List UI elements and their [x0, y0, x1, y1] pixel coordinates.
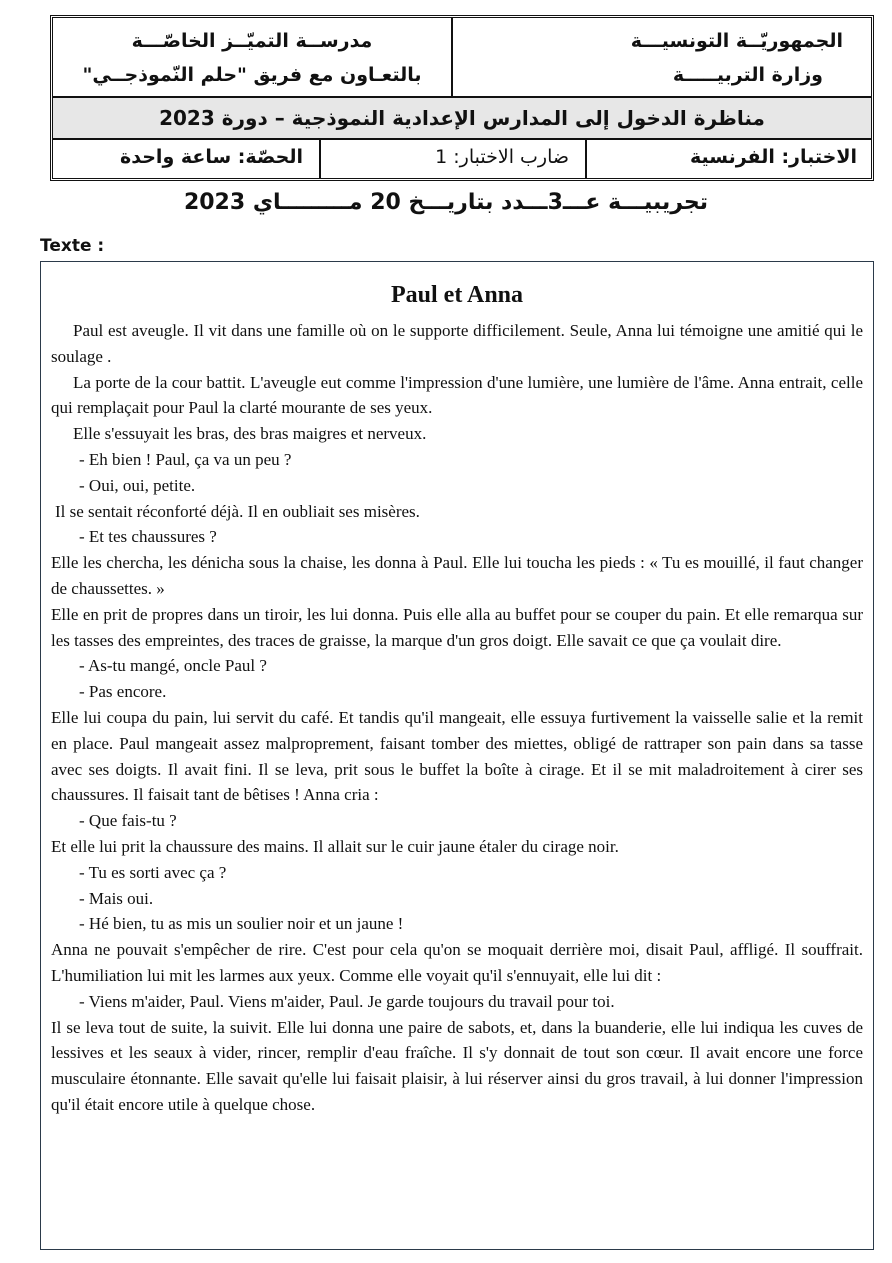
story-body: [51, 318, 863, 1118]
duration-cell: [53, 140, 319, 178]
exam-date: تجريبيـــة عـــ3ـــدد بتاريـــخ 20 مـــــــــاي 2023: [183, 190, 709, 215]
collaboration-note: بالتعـاون مع فريق "حلم النّموذجــي": [82, 64, 422, 86]
story-paragraph: Paul est aveugle. Il vit dans une famille où on le supporte difficilement. Seule, Anna lui témoigne une amitié qui le soulage .: [51, 321, 863, 366]
dialogue-line: - Et tes chaussures ?: [79, 527, 217, 547]
republic-name: الجمهوريّــة التونسيـــة: [630, 30, 843, 52]
coefficient-cell: [319, 140, 585, 178]
dialogue-line: - Mais oui.: [79, 888, 154, 908]
story-paragraph: Elle en prit de propres dans un tiroir, les lui donna. Puis elle alla au buffet pour se couper du pain. Et elle remarqua sur les tasses des empreintes, des traces de graisse, la marque d'un gros doigt. Elle savait ce que ça voulait dire.: [51, 604, 863, 650]
story-text-box: [40, 261, 874, 1250]
exam-duration: الحصّة: ساعة واحدة: [120, 146, 303, 168]
header-row-institutions: [53, 18, 871, 98]
header-row-exam-info: [53, 140, 871, 178]
story-paragraph: Elle s'essuyait les bras, des bras maigres et nerveux.: [73, 424, 427, 444]
dialogue-line: - Que fais-tu ?: [79, 811, 177, 831]
dialogue-line: - Pas encore.: [79, 682, 167, 702]
story-paragraph: Il se leva tout de suite, la suivit. Elle lui donna une paire de sabots, et, dans la buanderie, elle lui indiqua les cuves de lessives et les seaux à vider, rincer, remplir d'eau fraîche. Il s'y donnait de tout son cœur. Il avait encore une force musculaire étonnante. Elle savait qu'elle lui faisait plaisir, à lui réserver ainsi du gros travail, à lui donner l'impression qu'il était encore utile à quelque chose.: [51, 1017, 863, 1114]
ministry-cell: [451, 18, 873, 96]
dialogue-line: - Eh bien ! Paul, ça va un peu ?: [79, 449, 292, 469]
dialogue-line: - As-tu mangé, oncle Paul ?: [79, 656, 267, 676]
story-paragraph: La porte de la cour battit. L'aveugle eut comme l'impression d'une lumière, une lumière de l'âme. Anna entrait, celle qui remplaçait pour Paul la clarté mourante de ses yeux.: [51, 372, 863, 418]
story-paragraph: Et elle lui prit la chaussure des mains. Il allait sur le cuir jaune étaler du cirage noir.: [51, 836, 619, 856]
dialogue-line: - Oui, oui, petite.: [79, 475, 196, 495]
dialogue-line: - Viens m'aider, Paul. Viens m'aider, Paul. Je garde toujours du travail pour toi.: [79, 991, 615, 1011]
contest-title: مناظرة الدخول إلى المدارس الإعدادية النموذجية – دورة 2023: [159, 106, 765, 130]
texte-label: Texte :: [40, 236, 105, 256]
dialogue-line: - Hé bien, tu as mis un soulier noir et un jaune !: [79, 914, 404, 934]
school-cell: [53, 18, 451, 96]
dialogue-line: - Tu es sorti avec ça ?: [79, 862, 227, 882]
story-paragraph: Anna ne pouvait s'empêcher de rire. C'est pour cela qu'on se moquait derrière moi, disait Paul, affligé. Il souffrait. L'humiliation lui mit les larmes aux yeux. Comme elle voyait qu'il s'ennuyait, elle lui dit :: [51, 940, 863, 985]
story-paragraph: Elle les chercha, les dénicha sous la chaise, les donna à Paul. Elle lui toucha les pieds : « Tu es mouillé, il faut changer de chaussettes. »: [51, 553, 863, 598]
exam-subject: الاختبار: الفرنسية: [689, 146, 857, 168]
exam-coefficient: ضارب الاختبار: 1: [435, 146, 569, 168]
story-paragraph: Il se sentait réconforté déjà. Il en oubliait ses misères.: [55, 501, 420, 521]
header-row-contest: [53, 98, 871, 140]
story-title: Paul et Anna: [390, 282, 524, 308]
exam-header-table: [50, 15, 874, 181]
ministry-name: وزارة التربيـــــة: [672, 64, 823, 86]
school-name: مدرســة التميّــز الخاصّـــة: [131, 30, 373, 52]
subject-cell: [585, 140, 873, 178]
story-paragraph: Elle lui coupa du pain, lui servit du café. Et tandis qu'il mangeait, elle essuya furtivement la vaisselle salie et la remit en place. Paul mangeait assez malproprement, faisant tomber des miettes, obligé de rattraper son pain dans sa tasse avec ses doigts. Il avait fini. Il se leva, prit sous le buffet la boîte à cirage. Et il se mit maladroitement à cirer ses chaussures. Il faisait tant de bêtises ! Anna cria :: [51, 707, 863, 805]
